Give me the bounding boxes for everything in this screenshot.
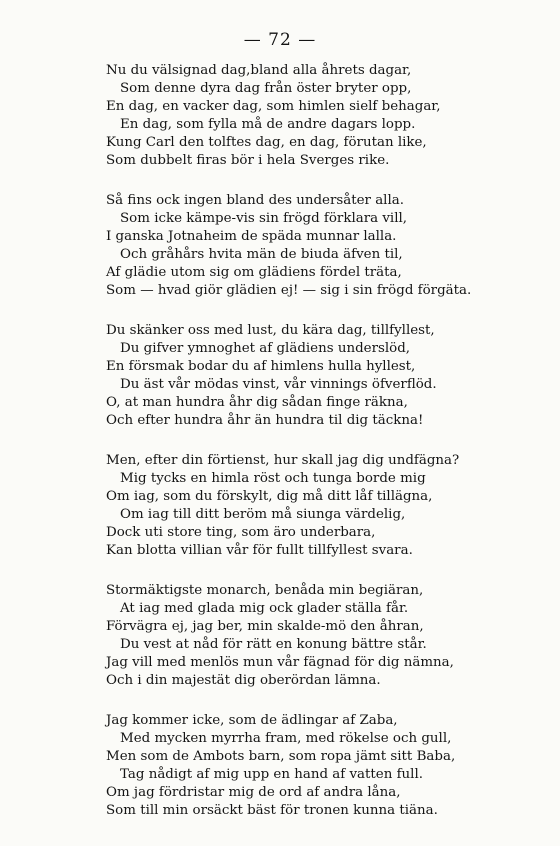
poem-line: Kung Carl den tolftes dag, en dag, förutan like, (106, 135, 427, 150)
poem-line: I ganska Jotnaheim de späda munnar lalla. (106, 229, 397, 244)
stanza-5 (106, 582, 536, 690)
poem-line: Om iag till ditt beröm må siunga värdelig, (120, 507, 406, 522)
poem-line: Jag kommer icke, som de ädlingar af Zaba, (106, 713, 398, 728)
poem-line: En dag, en vacker dag, som himlen sielf behagar, (106, 99, 441, 114)
poem-line: Och i din majestät dig oberördan lämna. (106, 673, 381, 688)
stanza-6 (106, 712, 536, 820)
poem-line: Du skänker oss med lust, du kära dag, tillfyllest, (106, 323, 435, 338)
poem-line: Du äst vår mödas vinst, vår vinnings öfverflöd. (120, 377, 437, 392)
poem-line: En försmak bodar du af himlens hulla hyllest, (106, 359, 416, 374)
poem-line: Om jag fördristar mig de ord af andra låna, (106, 785, 401, 800)
stanza-4 (106, 452, 536, 560)
poem-line: O, at man hundra åhr dig sådan finge räkna, (106, 395, 408, 410)
poem-line: Men, efter din förtienst, hur skall jag dig undfägna? (106, 453, 460, 468)
poem-line: Du vest at nåd för rätt en konung bättre står. (120, 637, 427, 652)
poem-line: Med mycken myrrha fram, med rökelse och gull, (120, 731, 452, 746)
poem-line: Som till min orsäckt bäst för tronen kunna tiäna. (106, 803, 438, 818)
poem-line: Som icke kämpe-vis sin frögd förklara vill, (120, 211, 408, 226)
poem-line: Stormäktigste monarch, benåda min begiäran, (106, 583, 424, 598)
stanza-1 (106, 62, 536, 170)
poem-line: At iag med glada mig ock glader ställa får. (120, 601, 409, 616)
poem-line: En dag, som fylla må de andre dagars lopp. (120, 117, 416, 132)
poem-line: Men som de Ambots barn, som ropa jämt sitt Baba, (106, 749, 456, 764)
poem-line: Som denne dyra dag från öster bryter opp, (120, 81, 412, 96)
poem-line: Så fins ock ingen bland des undersåter alla. (106, 193, 404, 208)
poem-line: Som dubbelt firas bör i hela Sverges rike. (106, 153, 390, 168)
poem-line: Jag vill med menlös mun vår fägnad för dig nämna, (106, 655, 454, 670)
poem-line: Dock uti store ting, som äro underbara, (106, 525, 376, 540)
poem (106, 62, 536, 820)
poem-line: Du gifver ymnoghet af glädiens underslöd, (120, 341, 411, 356)
poem-line: Om iag, som du förskylt, dig må ditt låf tillägna, (106, 489, 433, 504)
poem-line: Och efter hundra åhr än hundra til dig täckna! (106, 413, 424, 428)
stanza-2 (106, 192, 536, 300)
poem-line: Tag nådigt af mig upp en hand af vatten full. (120, 767, 423, 782)
poem-line: Mig tycks en himla röst och tunga borde mig (120, 471, 426, 486)
poem-line: Förvägra ej, jag ber, min skalde-mö den åhran, (106, 619, 424, 634)
page-number: — 72 — (243, 30, 317, 50)
poem-line: Kan blotta villian vår för fullt tillfyllest svara. (106, 543, 413, 558)
poem-line: Nu du välsignad dag,bland alla åhrets dagar, (106, 63, 412, 78)
poem-line: Som — hvad giör glädien ej! — sig i sin frögd förgäta. (106, 283, 472, 298)
poem-line: Och gråhårs hvita män de biuda äfven til, (120, 247, 403, 262)
poem-line: Af glädie utom sig om glädiens fördel träta, (106, 265, 402, 280)
stanza-3 (106, 322, 536, 430)
